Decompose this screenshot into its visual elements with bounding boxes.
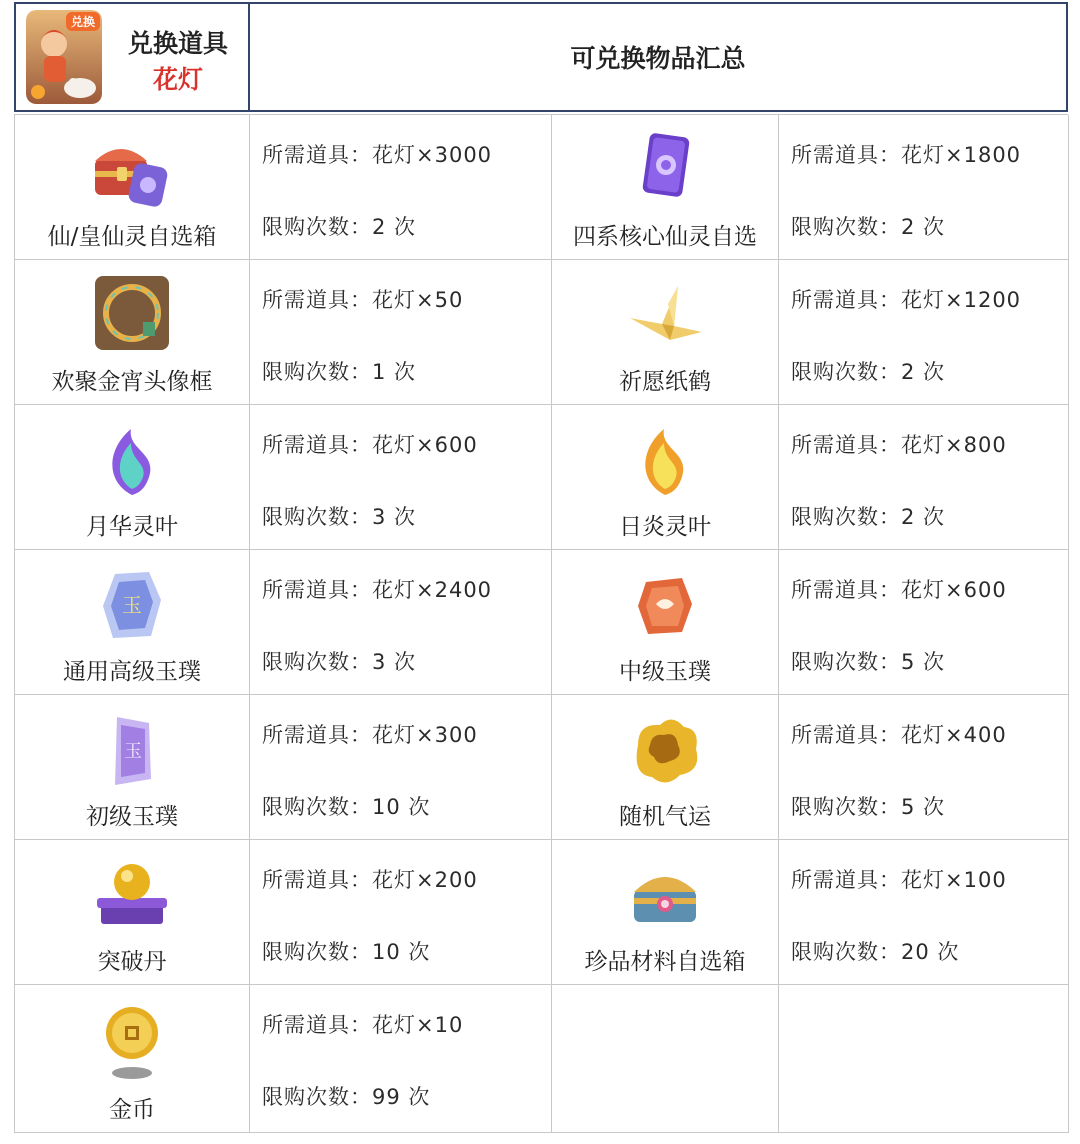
- item-cell: [552, 695, 779, 840]
- purchase-limit: 限购次数：2 次: [791, 215, 946, 239]
- exchange-currency-name: 花灯: [152, 65, 203, 94]
- required-item: 所需道具：花灯×50: [262, 288, 464, 312]
- empty-cell: [552, 985, 779, 1133]
- item-name: 突破丹: [97, 949, 167, 975]
- purchase-limit: 限购次数：1 次: [262, 360, 417, 384]
- item-cell: [552, 115, 779, 260]
- required-item: 所需道具：花灯×800: [791, 433, 1007, 457]
- exchange-tag: 兑换: [66, 12, 100, 31]
- item-cell: [15, 840, 250, 985]
- item-name: 随机气运: [619, 804, 711, 830]
- item-info-cell: [779, 840, 1069, 985]
- item-info-cell: [779, 405, 1069, 550]
- purchase-limit: 限购次数：20 次: [791, 940, 960, 964]
- purchase-limit: 限购次数：99 次: [262, 1085, 431, 1109]
- purchase-limit: 限购次数：5 次: [791, 650, 946, 674]
- item-info-cell: [250, 405, 552, 550]
- avatar-frame-icon: [87, 274, 177, 358]
- exchange-label: 兑换道具: [127, 29, 228, 58]
- item-name: 初级玉璞: [86, 804, 178, 830]
- item-cell: [15, 260, 250, 405]
- item-name: 月华灵叶: [86, 514, 178, 540]
- item-name: 珍品材料自选箱: [584, 949, 746, 975]
- item-cell: [552, 840, 779, 985]
- item-info-cell: [779, 550, 1069, 695]
- required-item: 所需道具：花灯×600: [262, 433, 478, 457]
- orange-jade-icon: [620, 564, 710, 648]
- purchase-limit: 限购次数：10 次: [262, 940, 431, 964]
- item-cell: [15, 550, 250, 695]
- item-name: 仙/皇仙灵自选箱: [47, 224, 217, 250]
- exchange-currency-box: [16, 4, 250, 110]
- item-name: 欢聚金宵头像框: [51, 369, 213, 395]
- purple-card-icon: [620, 129, 710, 213]
- item-name: 通用高级玉璞: [63, 659, 201, 685]
- item-info-cell: [250, 695, 552, 840]
- item-name: 中级玉璞: [619, 659, 711, 685]
- gold-cloud-icon: [620, 709, 710, 793]
- page-title: 可兑换物品汇总: [570, 44, 746, 73]
- purchase-limit: 限购次数：10 次: [262, 795, 431, 819]
- item-cell: [15, 405, 250, 550]
- ornate-chest-icon: [620, 854, 710, 938]
- item-info-cell: [779, 115, 1069, 260]
- required-item: 所需道具：花灯×600: [791, 578, 1007, 602]
- required-item: 所需道具：花灯×1800: [791, 143, 1022, 167]
- item-info-cell: [779, 260, 1069, 405]
- treasure-chest-icon: [87, 129, 177, 213]
- svg-text:玉: 玉: [122, 593, 142, 617]
- purchase-limit: 限购次数：2 次: [791, 505, 946, 529]
- required-item: 所需道具：花灯×100: [791, 868, 1007, 892]
- item-name: 金币: [109, 1097, 155, 1123]
- purchase-limit: 限购次数：5 次: [791, 795, 946, 819]
- empty-cell: [779, 985, 1069, 1133]
- required-item: 所需道具：花灯×3000: [262, 143, 493, 167]
- item-cell: [552, 550, 779, 695]
- item-cell: [15, 115, 250, 260]
- item-info-cell: [250, 115, 552, 260]
- item-info-cell: [250, 260, 552, 405]
- item-info-cell: [250, 985, 552, 1133]
- item-cell: [552, 260, 779, 405]
- purchase-limit: 限购次数：2 次: [791, 360, 946, 384]
- lantern-ticket-icon: [26, 10, 102, 104]
- required-item: 所需道具：花灯×200: [262, 868, 478, 892]
- golden-pill-icon: [87, 854, 177, 938]
- purchase-limit: 限购次数：3 次: [262, 650, 417, 674]
- exchange-table: [14, 114, 1068, 1133]
- paper-crane-icon: [620, 274, 710, 358]
- svg-text:玉: 玉: [124, 741, 142, 762]
- item-name: 日炎灵叶: [619, 514, 711, 540]
- required-item: 所需道具：花灯×10: [262, 1013, 464, 1037]
- header-banner: [14, 2, 1068, 112]
- item-name: 四系核心仙灵自选: [573, 224, 757, 250]
- item-cell: [552, 405, 779, 550]
- item-cell: [15, 985, 250, 1133]
- moon-leaf-icon: [87, 419, 177, 503]
- item-info-cell: [250, 550, 552, 695]
- required-item: 所需道具：花灯×400: [791, 723, 1007, 747]
- required-item: 所需道具：花灯×2400: [262, 578, 493, 602]
- blue-jade-icon: [87, 564, 177, 648]
- item-info-cell: [779, 695, 1069, 840]
- purple-jade-icon: [87, 709, 177, 793]
- required-item: 所需道具：花灯×1200: [791, 288, 1022, 312]
- gold-coin-icon: [87, 999, 177, 1083]
- required-item: 所需道具：花灯×300: [262, 723, 478, 747]
- purchase-limit: 限购次数：3 次: [262, 505, 417, 529]
- item-info-cell: [250, 840, 552, 985]
- purchase-limit: 限购次数：2 次: [262, 215, 417, 239]
- sun-leaf-icon: [620, 419, 710, 503]
- item-cell: [15, 695, 250, 840]
- item-name: 祈愿纸鹤: [619, 369, 711, 395]
